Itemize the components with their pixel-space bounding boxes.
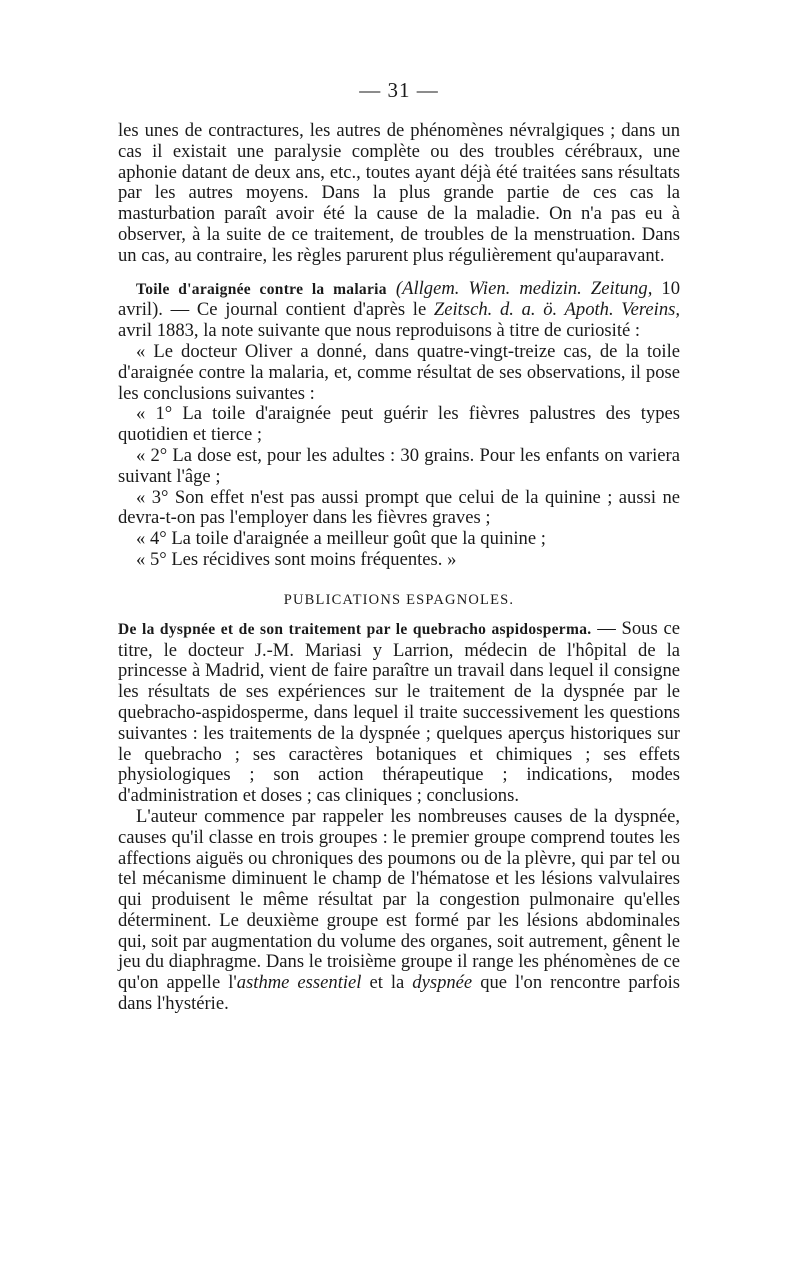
section-heading: PUBLICATIONS ESPAGNOLES. [283, 591, 515, 608]
toile-source-1: (Allgem. Wien. medizin. Zeitung, [395, 277, 653, 299]
dyspnee-italic: dyspnée [412, 972, 473, 994]
asthme-essentiel: asthme essentiel [236, 972, 362, 994]
conclusion-item: « 1° La toile d'araignée peut guérir les fièvres palustres des types quotidien et tierce ; [118, 403, 680, 446]
paragraph-contractures: les unes de contractures, les autres de phénomènes névralgiques ; dans un cas il existait une paralysie complète ou des troubles cérébraux, une aphonie datant de deux ans, etc., toutes ayant déjà été traitées sans résultats par les autres moyens. Dans la plus grande partie de ces cas la masturbation paraît avoir été la cause de la maladie. On n'a pas eu à observer, à la suite de ce traitement, de troubles de la menstruation. Dans un cas, au contraire, les règles parurent plus régulièrement qu'auparavant. [118, 120, 680, 266]
toile-title: Toile d'araignée contre la malaria [136, 280, 387, 298]
toile-source-2: Zeitsch. d. a. ö. Apoth. Vereins, [433, 299, 681, 321]
conclusion-item: « 3° Son effet n'est pas aussi prompt que celui de la quinine ; aussi ne devra-t-on pas l'employer dans les fièvres graves ; [118, 486, 680, 529]
paragraph-dyspnee [118, 619, 680, 807]
paragraph-quote-intro: « Le docteur Oliver a donné, dans quatre-vingt-treize cas, de la toile d'araignée contre la malaria, et, comme résultat de ses observations, il pose les conclusions suivantes : [118, 340, 680, 404]
toile-date: 10 avril). — Ce journal contient d'après le [118, 277, 680, 321]
auteur-part-2: et la [361, 972, 413, 994]
dyspnee-title: De la dyspnée et de son traitement par le quebracho aspidosperma. [118, 620, 592, 638]
paragraph-toile-araignee [118, 279, 680, 342]
page-number: — 31 — [359, 78, 439, 102]
conclusion-item: « 2° La dose est, pour les adultes : 30 grains. Pour les enfants on variera suivant l'âge ; [118, 444, 680, 487]
toile-rest: avril 1883, la note suivante que nous reproduisons à titre de curiosité : [118, 320, 641, 342]
auteur-part-1: L'auteur commence par rappeler les nombreuses causes de la dyspnée, causes qu'il classe en trois groupes : le premier groupe comprend toutes les affections aiguës ou chroniques des poumons ou de la plèvre, qui par tel ou tel mécanisme diminuent le champ de l'hématose et les lésions valvulaires qui produisent le même résultat par la congestion pulmonaire qu'elles déterminent. Le deuxième groupe est formé par les lésions abdominales qui, soit par augmentation du volume des organes, soit autrement, gênent le jeu du diaphragme. Dans le troisième groupe il range les phénomènes de ce qu'on appelle l' [118, 805, 680, 994]
conclusion-item: « 5° Les récidives sont moins fréquentes. » [136, 548, 457, 570]
conclusion-item: « 4° La toile d'araignée a meilleur goût que la quinine ; [136, 528, 546, 550]
paragraph-auteur [118, 807, 680, 1015]
auteur-part-3: que l'on rencontre parfois dans l'hystérie. [118, 972, 680, 1015]
dyspnee-body: — Sous ce titre, le docteur J.-M. Mariasi y Larrion, médecin de l'hôpital de la princesse à Madrid, vient de faire paraître un travail dans lequel il consigne les résultats de ses expériences sur le traitement de la dyspnée par le quebracho-aspidosperme, dans lequel il traite successivement les questions suivantes : les traitements de la dyspnée ; quelques aperçus historiques sur le quebracho ; ses caractères botaniques et chimiques ; ses effets physiologiques ; son action thérapeutique ; indications, modes d'administration et doses ; cas cliniques ; conclusions. [118, 617, 680, 807]
document-page [118, 80, 680, 1015]
